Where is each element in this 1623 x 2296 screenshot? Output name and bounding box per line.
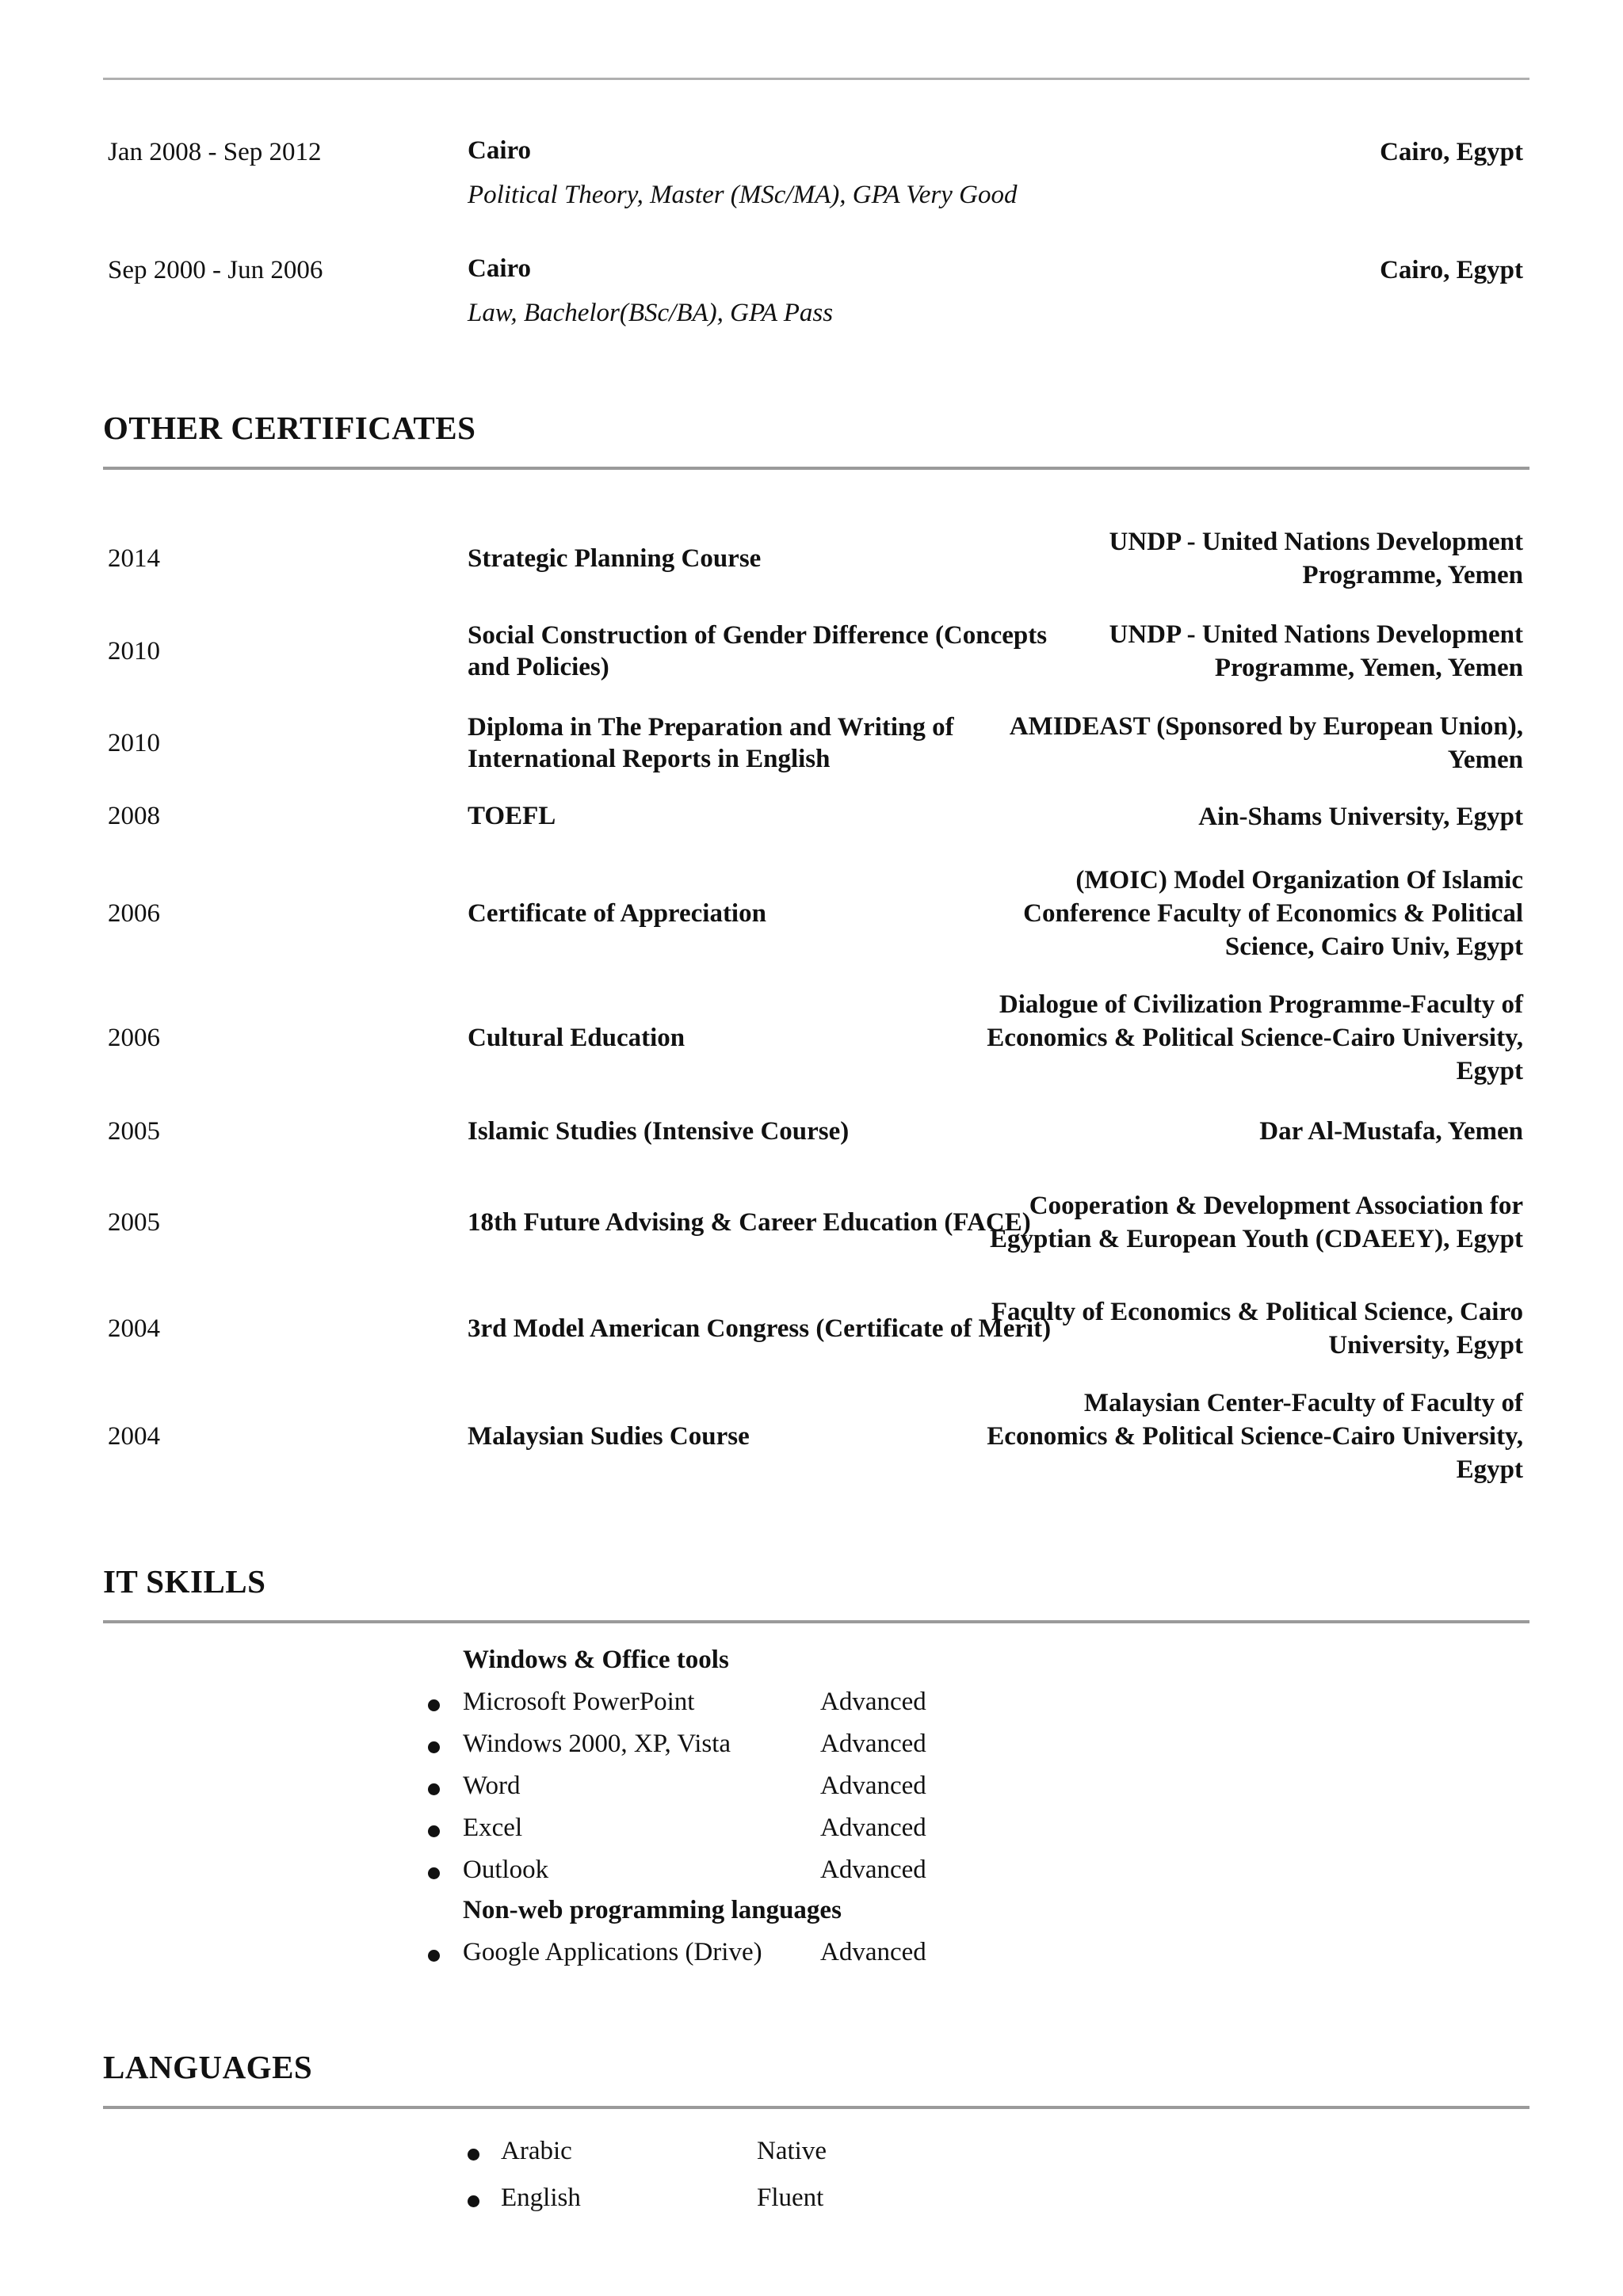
certificate-org: (MOIC) Model Organization Of Islamic Conference Faculty of Economics & Political Science, Cairo Univ, Egypt [1023, 866, 1523, 961]
skill-level: Advanced [820, 1730, 926, 1758]
certificate-row [103, 616, 1529, 687]
skill-item [420, 1730, 1133, 1769]
skill-level: Advanced [820, 1855, 926, 1884]
certificate-row [103, 986, 1529, 1089]
skill-item [420, 1688, 1133, 1727]
education-entry [103, 256, 1529, 351]
skill-name: Windows 2000, XP, Vista [463, 1730, 731, 1758]
language-name: Arabic [501, 2137, 572, 2165]
certificate-name: 3rd Model American Congress (Certificate of Merit) [468, 1314, 1052, 1343]
skill-name: Word [463, 1772, 521, 1800]
certificate-year: 2010 [108, 728, 160, 757]
skill-name: Outlook [463, 1855, 549, 1884]
certificate-name: 18th Future Advising & Career Education (FACE) [468, 1208, 1031, 1237]
certificate-year: 2006 [108, 1023, 160, 1052]
certificate-name: TOEFL [468, 802, 556, 830]
education-date: Jan 2008 - Sep 2012 [108, 138, 322, 166]
education-location: Cairo, Egypt [1380, 138, 1523, 166]
skill-item [420, 1814, 1133, 1853]
skill-level: Advanced [820, 1688, 926, 1716]
bullet-icon [428, 1867, 440, 1879]
certificate-name: Social Construction of Gender Difference (Concepts and Policies) [468, 621, 1048, 681]
skill-name: Microsoft PowerPoint [463, 1688, 695, 1716]
education-entry [103, 138, 1529, 233]
certificate-name: Strategic Planning Course [468, 544, 762, 573]
certificate-org: Faculty of Economics & Political Science, Cairo University, Egypt [991, 1298, 1523, 1360]
skill-item [420, 1772, 1133, 1811]
certificate-name: Malaysian Sudies Course [468, 1422, 750, 1451]
certificate-year: 2008 [108, 802, 160, 830]
bullet-icon [428, 1699, 440, 1711]
language-item [460, 2137, 1094, 2176]
education-date: Sep 2000 - Jun 2006 [108, 256, 323, 284]
languages-section-title: LANGUAGES [103, 2049, 313, 2085]
skill-group-heading: Windows & Office tools [463, 1646, 729, 1674]
certificate-org: Cooperation & Development Association for Egyptian & European Youth (CDAEEY), Egypt [990, 1192, 1523, 1253]
certificate-row [103, 707, 1529, 779]
certificates-section-title: OTHER CERTIFICATES [103, 410, 476, 446]
certificate-year: 2004 [108, 1314, 160, 1343]
education-description: Law, Bachelor(BSc/BA), GPA Pass [468, 299, 834, 327]
certificate-year: 2004 [108, 1421, 160, 1451]
bullet-icon [428, 1825, 440, 1837]
certificate-org: UNDP - United Nations Development Programme, Yemen [1109, 528, 1523, 589]
certificate-name: Certificate of Appreciation [468, 899, 766, 928]
skill-item [420, 1855, 1133, 1895]
education-institution: Cairo [468, 136, 532, 165]
certificate-org: Ain-Shams University, Egypt [1198, 803, 1523, 831]
certificate-name: Diploma in The Preparation and Writing of International Reports in English [468, 713, 954, 773]
bullet-icon [428, 1783, 440, 1795]
certificate-year: 2010 [108, 636, 160, 666]
language-name: English [501, 2183, 581, 2212]
skill-name: Excel [463, 1814, 523, 1842]
certificate-row [103, 800, 1529, 840]
skill-group-heading: Non-web programming languages [463, 1896, 842, 1924]
bullet-icon [468, 2149, 479, 2161]
certificate-org: Dialogue of Civilization Programme-Faculty of Economics & Political Science-Cairo University, Egypt [987, 990, 1523, 1085]
skill-name: Google Applications (Drive) [463, 1938, 762, 1966]
education-location: Cairo, Egypt [1380, 256, 1523, 284]
certificate-year: 2014 [108, 543, 160, 573]
certificate-year: 2005 [108, 1116, 160, 1146]
certificate-row [103, 1171, 1529, 1274]
it-skills-divider [103, 1620, 1529, 1623]
bullet-icon [468, 2195, 479, 2207]
skill-level: Advanced [820, 1772, 926, 1800]
top-divider [103, 78, 1529, 80]
bullet-icon [428, 1950, 440, 1962]
certificates-divider [103, 467, 1529, 470]
certificate-row [103, 1385, 1529, 1488]
language-level: Fluent [757, 2183, 824, 2212]
certificate-org: UNDP - United Nations Development Programme, Yemen, Yemen [1109, 620, 1523, 682]
certificate-year: 2006 [108, 898, 160, 928]
certificate-row [103, 523, 1529, 594]
languages-divider [103, 2106, 1529, 2109]
certificate-org: Malaysian Center-Faculty of Faculty of Economics & Political Science-Cairo University, Egypt [987, 1389, 1523, 1484]
language-level: Native [757, 2137, 827, 2165]
education-institution: Cairo [468, 254, 532, 283]
certificate-name: Islamic Studies (Intensive Course) [468, 1117, 850, 1146]
skill-level: Advanced [820, 1938, 926, 1966]
certificate-org: AMIDEAST (Sponsored by European Union), Yemen [1009, 712, 1523, 774]
skill-level: Advanced [820, 1814, 926, 1842]
education-description: Political Theory, Master (MSc/MA), GPA Very Good [468, 181, 1018, 209]
certificate-org: Dar Al-Mustafa, Yemen [1259, 1117, 1523, 1146]
it-skills-section-title: IT SKILLS [103, 1563, 266, 1600]
skill-item [420, 1938, 1133, 1978]
bullet-icon [428, 1741, 440, 1753]
certificate-year: 2005 [108, 1207, 160, 1237]
certificate-row [103, 862, 1529, 965]
certificate-row [103, 1112, 1529, 1151]
language-item [460, 2183, 1094, 2223]
certificate-name: Cultural Education [468, 1024, 685, 1052]
certificate-row [103, 1293, 1529, 1364]
